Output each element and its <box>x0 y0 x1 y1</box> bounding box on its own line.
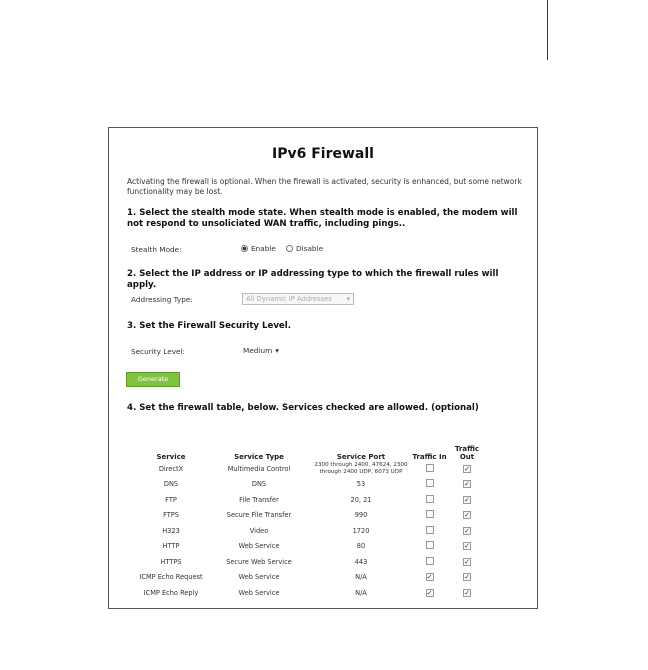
traffic-out-checkbox[interactable]: ✓ <box>464 511 470 520</box>
cell-service: ICMP Echo Request <box>139 573 203 582</box>
security-level-label: Security Level: <box>131 347 186 356</box>
traffic-in-checkbox[interactable]: ✓ <box>426 573 433 582</box>
addressing-type-value: All Dynamic IP Addresses <box>246 295 332 303</box>
cell-service-type: Web Service <box>238 573 280 582</box>
traffic-out-checkbox[interactable]: ✓ <box>464 588 470 597</box>
step4-heading: 4. Set the firewall table, below. Services checked are allowed. (optional) <box>127 403 479 413</box>
table-row <box>135 477 486 493</box>
table-row <box>135 492 486 508</box>
firewall-panel <box>108 127 538 609</box>
traffic-in-checkbox[interactable] <box>426 541 434 549</box>
security-level-select[interactable] <box>243 346 279 355</box>
cell-service-type: Video <box>249 526 269 535</box>
cell-service-port <box>311 461 411 477</box>
traffic-in-checkbox[interactable] <box>426 510 434 518</box>
traffic-out-checkbox[interactable]: ✓ <box>464 495 470 504</box>
stealth-enable-radio[interactable] <box>241 244 276 253</box>
stealth-disable-label: Disable <box>296 244 324 253</box>
cell-service-port: 1720 <box>352 526 370 535</box>
port-line-1: 2300 through 2400, 47624, 2300 <box>314 462 408 469</box>
page-title: IPv6 Firewall <box>272 146 374 162</box>
traffic-in-checkbox[interactable] <box>426 464 434 472</box>
addressing-type-select[interactable] <box>242 293 354 305</box>
cell-service-type: Multimedia Control <box>227 464 291 473</box>
cell-service: HTTP <box>162 542 180 551</box>
traffic-in-checkbox[interactable] <box>426 479 434 487</box>
col-header-traffic-out: Traffic Out <box>454 445 480 461</box>
col-header-service: Service <box>156 453 186 461</box>
addressing-type-label: Addressing Type: <box>131 295 193 304</box>
col-header-traffic-in: Traffic In <box>412 453 447 461</box>
step3-heading: 3. Set the Firewall Security Level. <box>127 321 291 331</box>
radio-selected-icon <box>241 245 248 252</box>
cell-service: H323 <box>162 526 180 535</box>
cell-service: FTP <box>165 495 177 504</box>
generate-button[interactable]: Generate <box>126 372 180 387</box>
table-row <box>135 570 486 586</box>
table-row <box>135 523 486 539</box>
cell-service: HTTPS <box>160 557 182 566</box>
traffic-out-checkbox[interactable]: ✓ <box>464 542 470 551</box>
traffic-in-checkbox[interactable] <box>426 526 434 534</box>
cell-service-port: N/A <box>355 573 367 582</box>
stealth-mode-label: Stealth Mode: <box>131 245 182 254</box>
cell-service-type: DNS <box>251 480 267 489</box>
cell-service-port: 443 <box>354 557 368 566</box>
traffic-out-checkbox[interactable]: ✓ <box>464 557 470 566</box>
firewall-table <box>135 438 486 601</box>
cell-service-type: Web Service <box>238 542 280 551</box>
step2-heading: 2. Select the IP address or IP addressing type to which the firewall rules will apply. <box>127 269 499 290</box>
table-header-row <box>135 438 486 461</box>
traffic-in-checkbox[interactable]: ✓ <box>426 588 433 597</box>
table-row <box>135 554 486 570</box>
table-row <box>135 585 486 601</box>
col-header-service-port: Service Port <box>336 453 386 461</box>
page-divider-line <box>547 0 548 60</box>
port-line-2: through 2400 UDP, 6073 UDP <box>319 468 403 475</box>
cell-service-port: 53 <box>356 480 366 489</box>
security-level-value: Medium <box>243 346 273 355</box>
cell-service: DirectX <box>158 464 184 473</box>
cell-service-type: Secure Web Service <box>226 557 292 566</box>
traffic-in-checkbox[interactable] <box>426 495 434 503</box>
table-row <box>135 461 486 477</box>
stealth-disable-radio[interactable] <box>286 244 323 253</box>
step1-heading: 1. Select the stealth mode state. When stealth mode is enabled, the modem will not respond to unsoliciated WAN traffic, including pings.. <box>127 208 518 229</box>
cell-service: FTPS <box>163 511 179 520</box>
cell-service: ICMP Echo Reply <box>143 588 199 597</box>
traffic-out-checkbox[interactable]: ✓ <box>464 526 470 535</box>
cell-service-port: 80 <box>356 542 366 551</box>
chevron-down-icon: ▾ <box>346 295 350 303</box>
cell-service-type: File Transfer <box>239 495 279 504</box>
cell-service: DNS <box>163 480 179 489</box>
cell-service-type: Secure File Transfer <box>226 511 292 520</box>
cell-service-port: 20, 21 <box>350 495 372 504</box>
col-header-service-type: Service Type <box>234 453 284 461</box>
radio-unselected-icon <box>286 245 293 252</box>
traffic-in-checkbox[interactable] <box>426 557 434 565</box>
cell-service-type: Web Service <box>238 588 280 597</box>
intro-text: Activating the firewall is optional. When the firewall is activated, security is enhanced, but some network functionality may be lost. <box>127 177 522 196</box>
cell-service-port: 990 <box>354 511 368 520</box>
table-row <box>135 539 486 555</box>
traffic-out-checkbox[interactable]: ✓ <box>464 480 470 489</box>
table-row <box>135 508 486 524</box>
stealth-enable-label: Enable <box>251 244 276 253</box>
traffic-out-checkbox[interactable]: ✓ <box>464 464 470 473</box>
traffic-out-checkbox[interactable]: ✓ <box>464 573 470 582</box>
cell-service-port: N/A <box>355 588 367 597</box>
chevron-down-icon: ▾ <box>275 346 279 355</box>
